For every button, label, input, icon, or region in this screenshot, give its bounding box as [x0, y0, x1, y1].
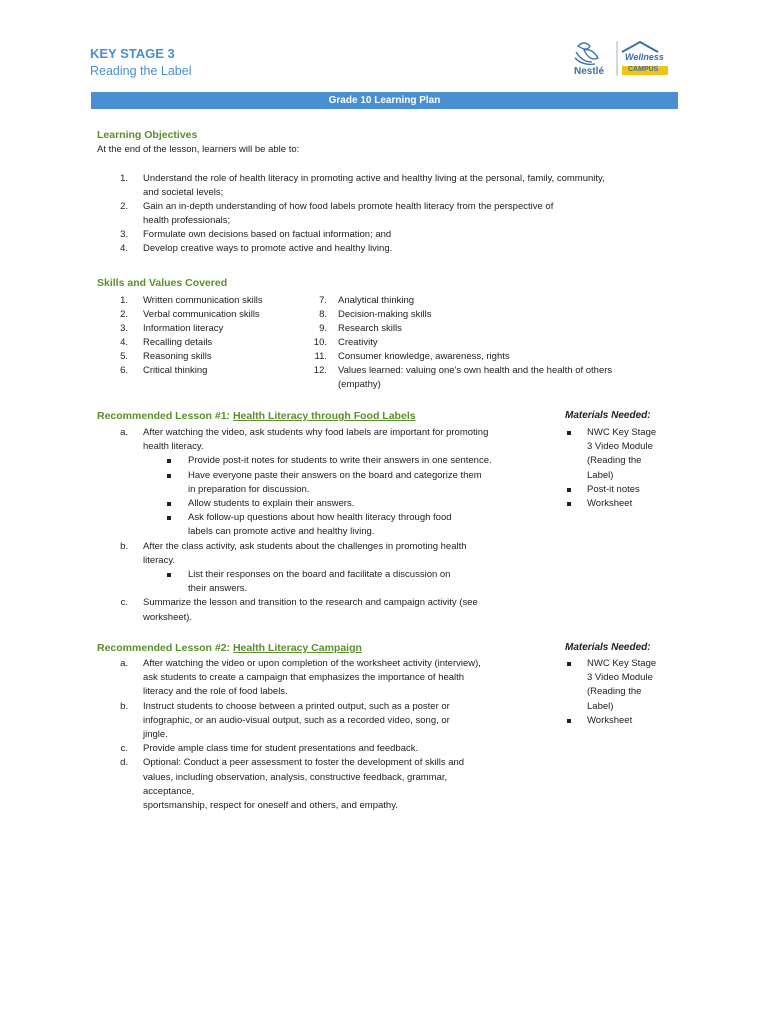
material-item: Worksheet — [587, 498, 633, 509]
wellness-wordmark: Wellness — [625, 52, 664, 62]
list-item: Gain an in-depth understanding of how food labels promote health literacy from the perspective of — [143, 201, 554, 212]
bullet-square-icon — [567, 662, 571, 666]
step-text: Instruct students to choose between a printed output, such as a poster or — [143, 700, 450, 712]
bullet-square-icon — [567, 431, 571, 435]
skills-left-list — [104, 294, 304, 380]
step-text: acceptance, — [143, 785, 195, 797]
lesson1-title-link[interactable]: Health Literacy through Food Labels — [232, 410, 416, 422]
step-text: health literacy. — [143, 441, 204, 453]
list-item: and societal levels; — [143, 187, 224, 198]
lesson2-prefix: Recommended Lesson #2: — [97, 642, 233, 654]
lesson2-heading — [97, 642, 362, 654]
list-number: 10. — [313, 337, 327, 348]
step-text: Ask follow-up questions about how health literacy through food — [188, 512, 452, 524]
bullet-square-icon — [567, 488, 571, 492]
step-text: Provide post-it notes for students to write their answers in one sentence. — [188, 455, 492, 467]
list-number: 8. — [319, 309, 327, 320]
lesson1-heading — [97, 410, 416, 422]
page-subtitle: Reading the Label — [90, 64, 192, 78]
key-stage-title: KEY STAGE 3 — [90, 46, 175, 61]
bullet-square-icon — [167, 516, 171, 520]
step-text: After the class activity, ask students about the challenges in promoting health — [143, 540, 467, 552]
bullet-square-icon — [167, 474, 171, 478]
objectives-list — [104, 172, 684, 262]
material-item: Post-it notes — [587, 483, 640, 495]
material-item: Worksheet — [587, 714, 633, 726]
list-number: 1. — [120, 295, 128, 306]
list-item: Verbal communication skills — [143, 309, 260, 320]
list-number: 5. — [120, 351, 128, 362]
step-text: in preparation for discussion. — [188, 483, 310, 495]
grade-banner: Grade 10 Learning Plan — [91, 92, 678, 109]
step-text: jingle. — [143, 729, 168, 740]
step-text: labels can promote active and healthy living. — [188, 526, 375, 538]
step-text: Provide ample class time for student presentations and feedback. — [143, 743, 419, 755]
lesson2-materials-list — [565, 657, 675, 737]
list-item: Critical thinking — [143, 365, 208, 376]
list-number: 4. — [120, 243, 128, 254]
list-item: Written communication skills — [143, 295, 263, 306]
list-item: Values learned: valuing one's own health and the health of others — [338, 365, 613, 376]
list-number: 3. — [120, 229, 128, 240]
lesson2-title-link[interactable]: Health Literacy Campaign — [232, 642, 362, 654]
list-number: 11. — [314, 351, 327, 362]
step-marker: b. — [120, 700, 128, 712]
objectives-intro: At the end of the lesson, learners will be able to: — [97, 144, 300, 155]
list-number: 1. — [120, 173, 128, 184]
list-item: Information literacy — [143, 323, 224, 334]
list-item: Recalling details — [143, 337, 213, 348]
lesson2-materials-heading: Materials Needed: — [565, 642, 651, 653]
step-marker: b. — [120, 540, 128, 552]
step-marker: c. — [120, 597, 128, 609]
step-text: their answers. — [188, 583, 248, 595]
step-marker: c. — [120, 743, 128, 755]
step-text: After watching the video, ask students why food labels are important for promoting — [143, 427, 489, 438]
lesson2-steps — [104, 657, 544, 817]
material-item: (Reading the — [587, 455, 642, 467]
list-item: health professionals; — [143, 215, 231, 226]
list-number: 4. — [120, 337, 128, 348]
list-item: Decision-making skills — [338, 309, 432, 320]
step-text: List their responses on the board and facilitate a discussion on — [188, 569, 451, 580]
list-item: Creativity — [338, 337, 378, 348]
skills-heading: Skills and Values Covered — [97, 277, 228, 289]
list-item: Consumer knowledge, awareness, rights — [338, 351, 510, 362]
bullet-square-icon — [167, 459, 171, 463]
step-text: values, including observation, analysis, constructive feedback, grammar, — [143, 771, 448, 783]
step-text: worksheet). — [143, 611, 193, 623]
list-item: Understand the role of health literacy in promoting active and healthy living at the personal, family, community, — [143, 173, 605, 184]
step-text: infographic, or an audio-visual output, such as a recorded video, song, or — [143, 714, 450, 726]
list-number: 3. — [120, 323, 128, 334]
step-text: Allow students to explain their answers. — [188, 498, 355, 509]
bullet-square-icon — [167, 573, 171, 577]
list-number: 7. — [319, 295, 327, 306]
objectives-heading: Learning Objectives — [97, 129, 198, 141]
skills-right-list — [303, 294, 673, 394]
material-item: Label) — [587, 469, 614, 481]
step-text: literacy and the role of food labels. — [143, 686, 288, 698]
lesson1-materials-heading: Materials Needed: — [565, 410, 651, 421]
step-text: literacy. — [143, 554, 176, 566]
material-item: Label) — [587, 700, 614, 712]
list-item: Analytical thinking — [338, 295, 415, 306]
lesson1-materials-list — [565, 426, 675, 516]
step-text: ask students to create a campaign that emphasizes the importance of health — [143, 672, 465, 684]
step-text: After watching the video or upon completion of the worksheet activity (interview), — [143, 658, 481, 669]
material-item: NWC Key Stage — [587, 658, 657, 669]
step-text: sportsmanship, respect for oneself and others, and empathy. — [143, 800, 398, 811]
step-marker: d. — [120, 757, 128, 769]
bullet-square-icon — [567, 502, 571, 506]
step-text: Have everyone paste their answers on the board and categorize them — [188, 469, 482, 481]
bullet-square-icon — [167, 502, 171, 506]
material-item: (Reading the — [587, 686, 642, 698]
list-item: Research skills — [338, 323, 402, 334]
list-number: 6. — [120, 365, 128, 376]
step-text: Summarize the lesson and transition to the research and campaign activity (see — [143, 597, 478, 609]
step-marker: a. — [120, 427, 128, 438]
material-item: NWC Key Stage — [587, 427, 657, 438]
list-number: 12. — [313, 365, 327, 376]
list-number: 2. — [120, 309, 128, 320]
list-item: Reasoning skills — [143, 351, 212, 362]
nestle-wordmark: Nestlé — [574, 66, 605, 77]
list-item: Develop creative ways to promote active and healthy living. — [143, 243, 393, 254]
material-item: 3 Video Module — [587, 441, 653, 453]
step-marker: a. — [120, 658, 128, 669]
list-item: Formulate own decisions based on factual information; and — [143, 229, 392, 240]
list-item: (empathy) — [338, 379, 381, 390]
list-number: 2. — [120, 201, 128, 212]
lesson1-steps — [104, 426, 544, 626]
lesson1-prefix: Recommended Lesson #1: — [97, 410, 233, 422]
campus-wordmark: CAMPUS — [628, 66, 659, 73]
list-number: 9. — [319, 323, 327, 334]
material-item: 3 Video Module — [587, 672, 653, 684]
step-text: Optional: Conduct a peer assessment to foster the development of skills and — [143, 757, 465, 769]
bullet-square-icon — [567, 719, 571, 723]
